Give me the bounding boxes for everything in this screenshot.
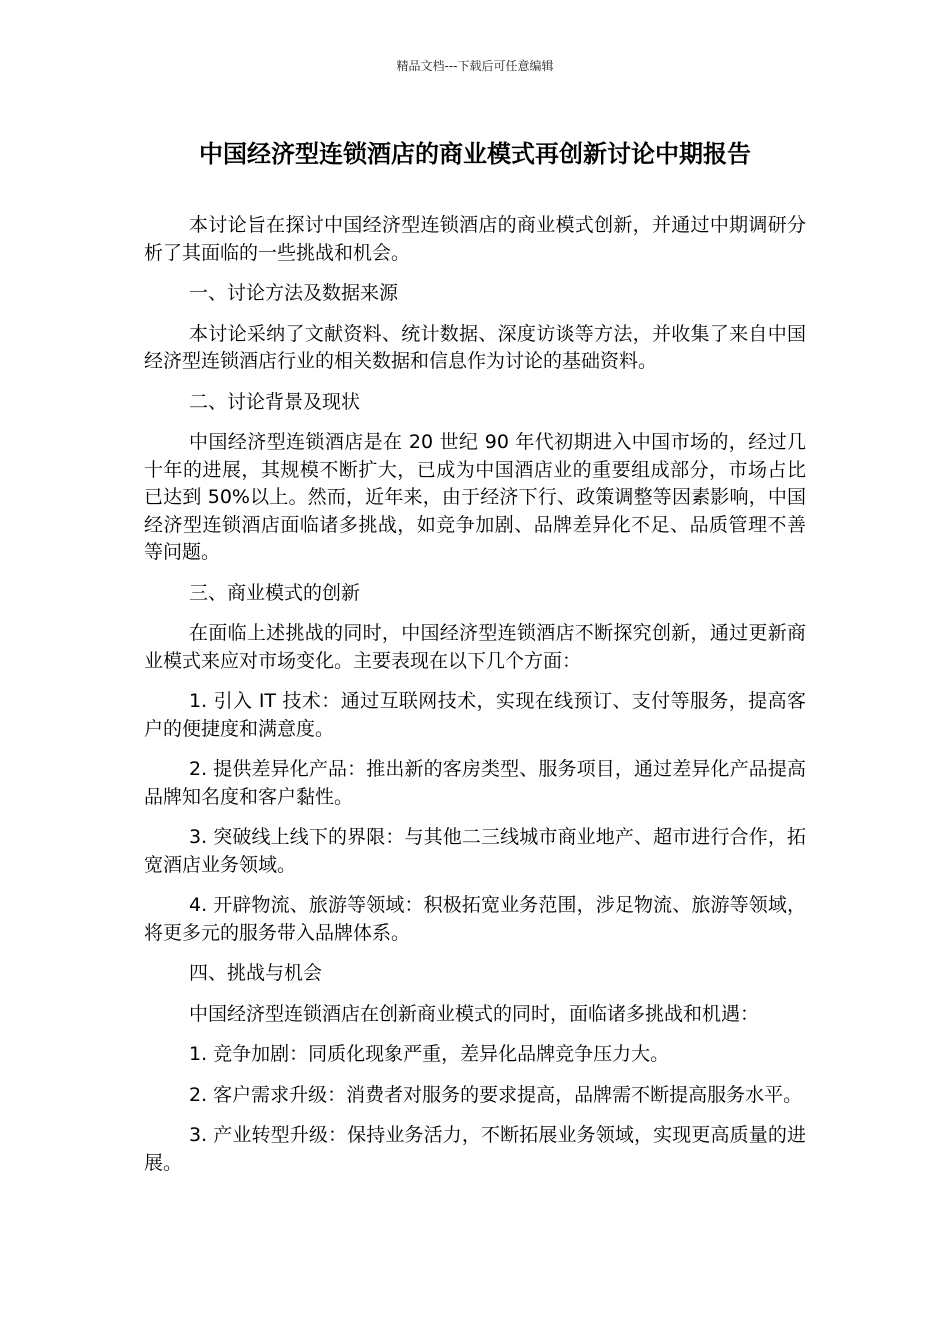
- innovation-item-4: 4. 开辟物流、旅游等领域：积极拓宽业务范围，涉足物流、旅游等领域，将更多元的服务带入品牌体系。: [144, 894, 806, 944]
- document-title: 中国经济型连锁酒店的商业模式再创新讨论中期报告: [199, 140, 751, 168]
- section-heading-challenges: 四、挑战与机会: [189, 962, 323, 984]
- innovation-item-2: 2. 提供差异化产品：推出新的客房类型、服务项目，通过差异化产品提高品牌知名度和客户黏性。: [144, 758, 806, 808]
- header-note: 精品文档---下载后可任意编辑: [396, 59, 554, 73]
- document-body: [144, 212, 806, 1190]
- section-heading-methods: 一、讨论方法及数据来源: [189, 282, 399, 304]
- challenge-item-3: 3. 产业转型升级：保持业务活力，不断拓展业务领域，实现更高质量的进展。: [144, 1124, 806, 1174]
- intro-paragraph: 本讨论旨在探讨中国经济型连锁酒店的商业模式创新，并通过中期调研分析了其面临的一些挑战和机会。: [144, 214, 806, 264]
- methods-paragraph: 本讨论采纳了文献资料、统计数据、深度访谈等方法，并收集了来自中国经济型连锁酒店行业的相关数据和信息作为讨论的基础资料。: [144, 322, 806, 372]
- section-heading-innovation: 三、商业模式的创新: [189, 581, 361, 604]
- section-heading-background: 二、讨论背景及现状: [189, 390, 361, 413]
- background-paragraph: 中国经济型连锁酒店是在 20 世纪 90 年代初期进入中国市场的，经过几十年的进展，其规模不断扩大，已成为中国酒店业的重要组成部分，市场占比已达到 50%以上。然而，近年来，由于经济下行、政策调整等因素影响，中国经济型连锁酒店面临诸多挑战，如竞争加剧、品牌差异化不足、品质管理不善等问题。: [144, 431, 806, 563]
- challenge-item-2: 2. 客户需求升级：消费者对服务的要求提高，品牌需不断提高服务水平。: [189, 1083, 803, 1106]
- innovation-item-1: 1. 引入 IT 技术：通过互联网技术，实现在线预订、支付等服务，提高客户的便捷度和满意度。: [144, 690, 806, 740]
- innovation-paragraph: 在面临上述挑战的同时，中国经济型连锁酒店不断探究创新，通过更新商业模式来应对市场变化。主要表现在以下几个方面：: [144, 622, 806, 672]
- challenges-paragraph: 中国经济型连锁酒店在创新商业模式的同时，面临诸多挑战和机遇：: [189, 1002, 760, 1025]
- challenge-item-1: 1. 竞争加剧：同质化现象严重，差异化品牌竞争压力大。: [189, 1043, 670, 1065]
- innovation-item-3: 3. 突破线上线下的界限：与其他二三线城市商业地产、超市进行合作，拓宽酒店业务领域。: [144, 826, 806, 876]
